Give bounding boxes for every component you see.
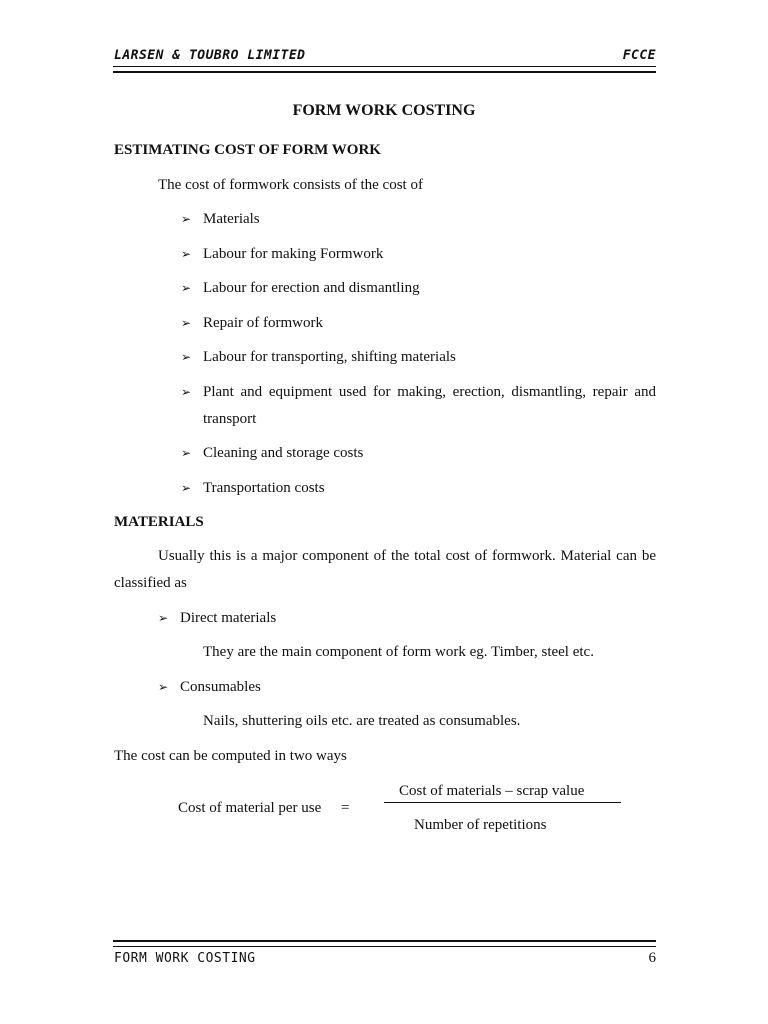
footer-rule bbox=[113, 940, 656, 947]
list-item-text: Plant and equipment used for making, erection, dismantling, repair and bbox=[203, 384, 656, 400]
item-description: They are the main component of form work eg. Timber, steel etc. bbox=[203, 644, 594, 660]
formula-denominator: Number of repetitions bbox=[414, 817, 547, 833]
header-rule bbox=[113, 66, 656, 73]
header-company: LARSEN & TOUBRO LIMITED bbox=[114, 48, 306, 63]
list-item-text: Transportation costs bbox=[203, 480, 325, 496]
arrow-bullet-icon: ➢ bbox=[181, 247, 192, 261]
list-item-text: Direct materials bbox=[180, 610, 277, 626]
page-number: 6 bbox=[648, 950, 656, 966]
arrow-bullet-icon: ➢ bbox=[181, 385, 192, 399]
list-item-text: Labour for making Formwork bbox=[203, 246, 384, 262]
page-title: FORM WORK COSTING bbox=[292, 102, 476, 119]
section-heading-materials: MATERIALS bbox=[114, 514, 204, 530]
fraction-bar bbox=[384, 802, 621, 803]
computed-text: The cost can be computed in two ways bbox=[114, 748, 347, 764]
materials-paragraph-line2: classified as bbox=[114, 575, 187, 591]
formula-equals: = bbox=[341, 800, 350, 816]
arrow-bullet-icon: ➢ bbox=[181, 446, 192, 460]
arrow-bullet-icon: ➢ bbox=[181, 350, 192, 364]
formula-lhs: Cost of material per use bbox=[178, 800, 322, 816]
arrow-bullet-icon: ➢ bbox=[181, 481, 192, 495]
materials-paragraph-line1: Usually this is a major component of the total cost of formwork. Material can be bbox=[158, 548, 656, 564]
list-item-text: Cleaning and storage costs bbox=[203, 445, 364, 461]
arrow-bullet-icon: ➢ bbox=[181, 281, 192, 295]
arrow-bullet-icon: ➢ bbox=[158, 680, 169, 694]
list-item-continuation: transport bbox=[203, 411, 257, 427]
list-item-text: Materials bbox=[203, 211, 260, 227]
arrow-bullet-icon: ➢ bbox=[158, 611, 169, 625]
arrow-bullet-icon: ➢ bbox=[181, 212, 192, 226]
list-item-text: Labour for transporting, shifting materials bbox=[203, 349, 456, 365]
header-course: FCCE bbox=[622, 48, 656, 63]
list-item-text: Repair of formwork bbox=[203, 315, 323, 331]
item-description: Nails, shuttering oils etc. are treated as consumables. bbox=[203, 713, 521, 729]
arrow-bullet-icon: ➢ bbox=[181, 316, 192, 330]
list-item-text: Consumables bbox=[180, 679, 261, 695]
list-item-text: Labour for erection and dismantling bbox=[203, 280, 420, 296]
formula-numerator: Cost of materials – scrap value bbox=[399, 783, 585, 799]
footer-title: FORM WORK COSTING bbox=[114, 951, 256, 966]
section-heading-estimating: ESTIMATING COST OF FORM WORK bbox=[114, 142, 381, 158]
intro-text: The cost of formwork consists of the cost of bbox=[158, 177, 423, 193]
